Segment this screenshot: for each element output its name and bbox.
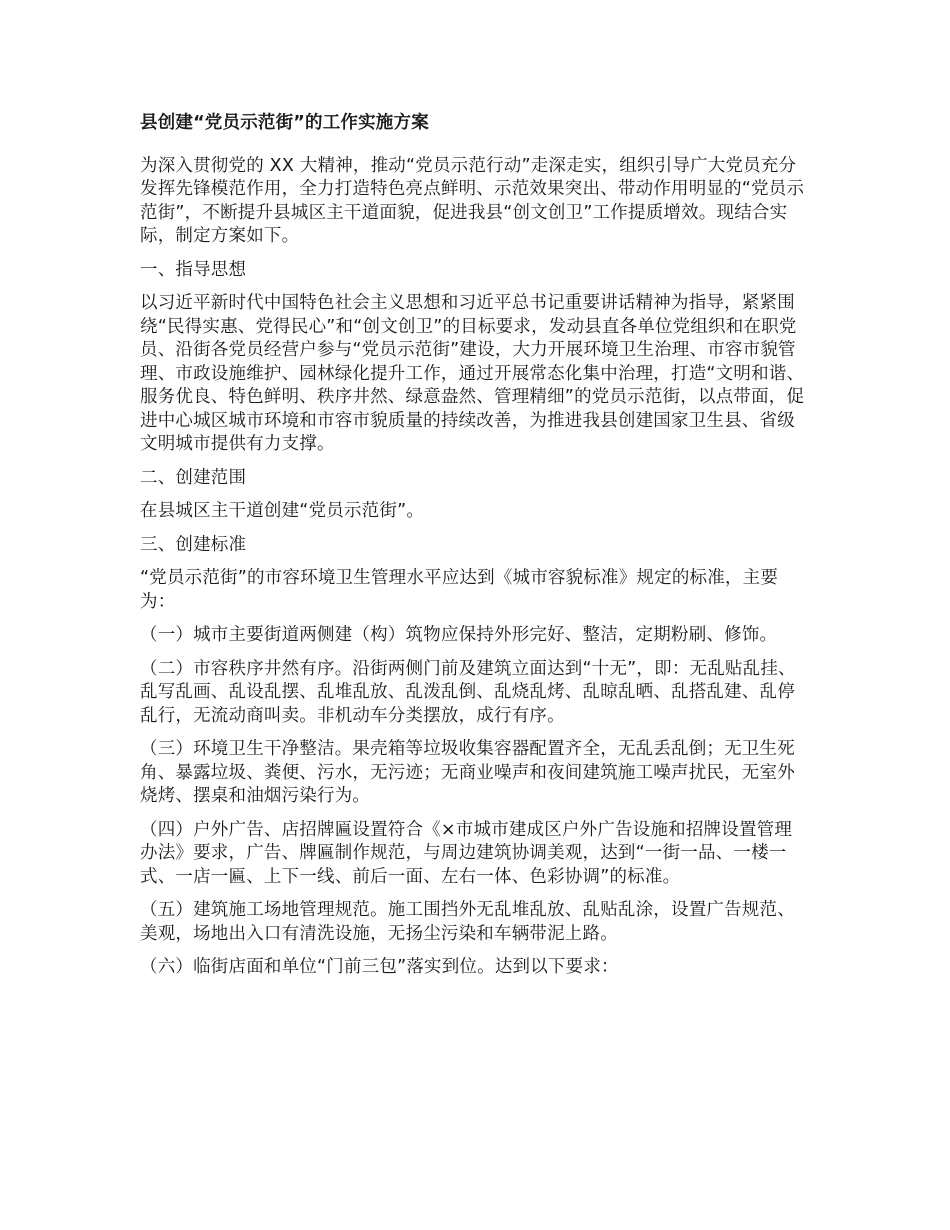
section-heading-creation-scope: 二、创建范围 [140, 467, 247, 488]
paragraph-creation-scope: 在县城区主干道创建“党员示范街”。 [140, 501, 425, 521]
paragraph-guiding-ideology: 以习近平新时代中国特色社会主义思想和习近平总书记重要讲话精神为指导，紧紧围绕“民得实惠、党得民心”和“创文创卫”的目标要求，发动县直各单位党组织和在职党员、沿街各党员经营户参与“党员示范街”建设，大力开展环境卫生治理、市容市貌管理、市政设施维护、园林绿化提升工作，通过开展常态化集中治理，打造“文明和谐、服务优良、特色鲜明、秩序井然、绿意盎然、管理精细”的党员示范街，以点带面，促进中心城区城市环境和市容市貌质量的持续改善，为推进我县创建国家卫生县、省级文明城市提供有力支撑。 [140, 293, 805, 454]
paragraph-standard-item-4: （四）户外广告、店招牌匾设置符合《×市城市建成区户外广告设施和招牌设置管理办法》要求，广告、牌匾制作规范，与周边建筑协调美观，达到“一街一品、一楼一式、一店一匾、上下一线、前后一面、左右一体、色彩协调”的标准。 [140, 819, 793, 887]
section-heading-creation-standards: 三、创建标准 [140, 534, 247, 555]
paragraph-intro: 为深入贯彻党的 XX 大精神，推动“党员示范行动”走深走实，组织引导广大党员充分发挥先锋模范作用，全力打造特色亮点鲜明、示范效果突出、带动作用明显的“党员示范街”，不断提升县城区主干道面貌，促进我县“创文创卫”工作提质增效。现结合实际，制定方案如下。 [140, 155, 805, 246]
paragraph-standard-item-2: （二）市容秩序井然有序。沿街两侧门前及建筑立面达到“十无”，即：无乱贴乱挂、乱写乱画、乱设乱摆、乱堆乱放、乱泼乱倒、乱烧乱烤、乱晾乱晒、乱搭乱建、乱停乱行，无流动商叫卖。非机动车分类摆放，成行有序。 [140, 658, 796, 726]
paragraph-standards-lead-in: “党员示范街”的市容环境卫生管理水平应达到《城市容貌标准》规定的标准，主要为： [140, 568, 779, 612]
section-heading-guiding-ideology: 一、指导思想 [140, 259, 247, 280]
paragraph-standard-item-6: （六）临街店面和单位“门前三包”落实到位。达到以下要求： [140, 957, 619, 977]
document-title: 县创建“党员示范街”的工作实施方案 [140, 113, 429, 133]
paragraph-standard-item-3: （三）环境卫生干净整洁。果壳箱等垃圾收集容器配置齐全，无乱丢乱倒；无卫生死角、暴露垃圾、粪便、污水，无污迹；无商业噪声和夜间建筑施工噪声扰民，无室外烧烤、摆桌和油烟污染行为。 [140, 739, 795, 806]
paragraph-standard-item-1: （一）城市主要街道两侧建（构）筑物应保持外形完好、整洁，定期粉刷、修饰。 [140, 625, 778, 645]
paragraph-standard-item-5: （五）建筑施工场地管理规范。施工围挡外无乱堆乱放、乱贴乱涂，设置广告规范、美观，场地出入口有清洗设施，无扬尘污染和车辆带泥上路。 [140, 900, 795, 944]
